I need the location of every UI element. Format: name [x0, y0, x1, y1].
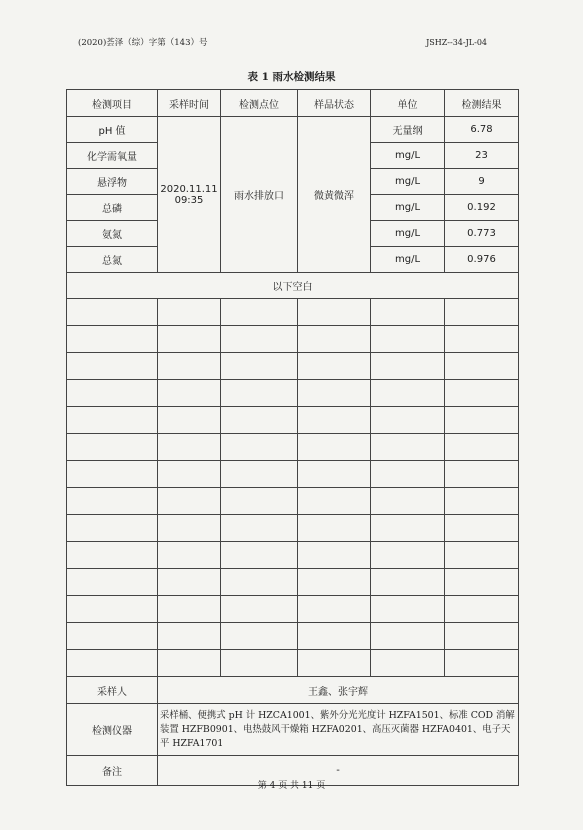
- empty-cell: [298, 380, 371, 407]
- empty-cell: [67, 353, 158, 380]
- empty-row: [67, 515, 519, 542]
- unit-cell: mg/L: [371, 221, 445, 247]
- empty-cell: [445, 569, 519, 596]
- col-header-state: 样品状态: [298, 90, 371, 117]
- empty-cell: [298, 353, 371, 380]
- empty-cell: [158, 623, 221, 650]
- empty-cell: [67, 596, 158, 623]
- empty-cell: [445, 542, 519, 569]
- empty-cell: [158, 434, 221, 461]
- empty-cell: [445, 623, 519, 650]
- empty-cell: [67, 299, 158, 326]
- empty-row: [67, 461, 519, 488]
- empty-row: [67, 380, 519, 407]
- empty-cell: [298, 434, 371, 461]
- empty-cell: [298, 461, 371, 488]
- empty-row: [67, 650, 519, 677]
- unit-cell: mg/L: [371, 195, 445, 221]
- empty-cell: [371, 488, 445, 515]
- item-cell: 悬浮物: [67, 169, 158, 195]
- col-header-result: 检测结果: [445, 90, 519, 117]
- empty-cell: [158, 569, 221, 596]
- empty-cell: [371, 380, 445, 407]
- unit-cell: mg/L: [371, 169, 445, 195]
- empty-cell: [371, 461, 445, 488]
- page-footer: 第 4 页 共 11 页: [257, 781, 326, 791]
- empty-cell: [67, 569, 158, 596]
- unit-cell: mg/L: [371, 143, 445, 169]
- empty-cell: [67, 650, 158, 677]
- empty-cell: [221, 650, 298, 677]
- document-number: (2020)荟泽（综）字第（143）号: [78, 38, 208, 48]
- empty-cell: [298, 569, 371, 596]
- empty-cell: [371, 623, 445, 650]
- empty-cell: [158, 596, 221, 623]
- empty-row: [67, 434, 519, 461]
- result-cell: 0.192: [445, 195, 519, 221]
- empty-cell: [158, 326, 221, 353]
- empty-cell: [371, 299, 445, 326]
- unit-cell: 无量纲: [371, 117, 445, 143]
- empty-cell: [158, 488, 221, 515]
- sampler-label: 采样人: [67, 677, 158, 704]
- item-cell: 总氮: [67, 247, 158, 273]
- empty-cell: [298, 407, 371, 434]
- empty-cell: [221, 326, 298, 353]
- item-cell: 氨氮: [67, 221, 158, 247]
- unit-cell: mg/L: [371, 247, 445, 273]
- empty-cell: [371, 542, 445, 569]
- table-header-row: [67, 90, 519, 117]
- instrument-row: [67, 704, 519, 756]
- empty-cell: [158, 461, 221, 488]
- empty-cell: [221, 380, 298, 407]
- empty-cell: [221, 407, 298, 434]
- empty-row: [67, 407, 519, 434]
- item-cell: pH 值: [67, 117, 158, 143]
- empty-row: [67, 623, 519, 650]
- location-cell: 雨水排放口: [221, 117, 298, 273]
- empty-cell: [298, 623, 371, 650]
- empty-row: [67, 326, 519, 353]
- instrument-value: 采样桶、便携式 pH 计 HZCA1001、紫外分光光度计 HZFA1501、标准 COD 消解装置 HZFB0901、电热鼓风干燥箱 HZFA0201、高压灭菌器 HZFA0401、电子天平 HZFA1701: [158, 704, 519, 756]
- empty-cell: [221, 299, 298, 326]
- empty-cell: [445, 380, 519, 407]
- empty-row: [67, 299, 519, 326]
- col-header-time: 采样时间: [158, 90, 221, 117]
- empty-cell: [221, 596, 298, 623]
- empty-cell: [221, 515, 298, 542]
- empty-cell: [445, 515, 519, 542]
- empty-cell: [67, 407, 158, 434]
- empty-cell: [445, 434, 519, 461]
- empty-rows: [67, 299, 519, 677]
- empty-cell: [158, 380, 221, 407]
- empty-cell: [371, 434, 445, 461]
- result-cell: 23: [445, 143, 519, 169]
- empty-cell: [371, 407, 445, 434]
- col-header-location: 检测点位: [221, 90, 298, 117]
- empty-cell: [445, 299, 519, 326]
- result-cell: 6.78: [445, 117, 519, 143]
- empty-cell: [445, 488, 519, 515]
- remark-value: -: [158, 756, 519, 786]
- empty-cell: [298, 515, 371, 542]
- empty-row: [67, 596, 519, 623]
- empty-cell: [158, 650, 221, 677]
- empty-cell: [298, 650, 371, 677]
- col-header-item: 检测项目: [67, 90, 158, 117]
- empty-cell: [221, 353, 298, 380]
- table-caption: 表 1 雨水检测结果: [247, 71, 336, 83]
- col-header-unit: 单位: [371, 90, 445, 117]
- empty-cell: [371, 353, 445, 380]
- empty-cell: [158, 353, 221, 380]
- empty-cell: [158, 515, 221, 542]
- empty-cell: [221, 542, 298, 569]
- empty-cell: [221, 488, 298, 515]
- empty-row: [67, 488, 519, 515]
- result-cell: 0.976: [445, 247, 519, 273]
- empty-cell: [445, 596, 519, 623]
- results-table: [66, 89, 519, 786]
- remark-label: 备注: [67, 756, 158, 786]
- result-cell: 9: [445, 169, 519, 195]
- empty-cell: [371, 515, 445, 542]
- empty-row: [67, 542, 519, 569]
- empty-cell: [221, 434, 298, 461]
- sampler-value: 王鑫、张宇辉: [158, 677, 519, 704]
- empty-cell: [67, 434, 158, 461]
- empty-cell: [221, 623, 298, 650]
- empty-cell: [371, 326, 445, 353]
- instrument-label: 检测仪器: [67, 704, 158, 756]
- empty-row: [67, 353, 519, 380]
- sample-time-cell: 2020.11.11 09:35: [158, 117, 221, 273]
- form-code: JSHZ--34-JL-04: [426, 38, 487, 47]
- empty-cell: [158, 299, 221, 326]
- empty-cell: [298, 596, 371, 623]
- empty-cell: [298, 542, 371, 569]
- empty-cell: [67, 326, 158, 353]
- state-cell: 微黄微浑: [298, 117, 371, 273]
- empty-cell: [221, 461, 298, 488]
- empty-cell: [445, 650, 519, 677]
- empty-cell: [221, 569, 298, 596]
- empty-cell: [445, 407, 519, 434]
- empty-cell: [67, 488, 158, 515]
- empty-cell: [67, 461, 158, 488]
- empty-row: [67, 569, 519, 596]
- empty-cell: [445, 461, 519, 488]
- empty-cell: [445, 326, 519, 353]
- result-cell: 0.773: [445, 221, 519, 247]
- empty-cell: [371, 650, 445, 677]
- empty-cell: [298, 326, 371, 353]
- blank-note-row: [67, 273, 519, 299]
- empty-cell: [158, 407, 221, 434]
- empty-cell: [67, 380, 158, 407]
- empty-cell: [298, 299, 371, 326]
- empty-cell: [298, 488, 371, 515]
- empty-cell: [67, 515, 158, 542]
- item-cell: 总磷: [67, 195, 158, 221]
- empty-cell: [67, 542, 158, 569]
- item-cell: 化学需氧量: [67, 143, 158, 169]
- empty-cell: [158, 542, 221, 569]
- empty-cell: [445, 353, 519, 380]
- blank-note: 以下空白: [67, 273, 519, 299]
- empty-cell: [371, 569, 445, 596]
- sampler-row: [67, 677, 519, 704]
- table-row: [67, 117, 519, 143]
- empty-cell: [371, 596, 445, 623]
- empty-cell: [67, 623, 158, 650]
